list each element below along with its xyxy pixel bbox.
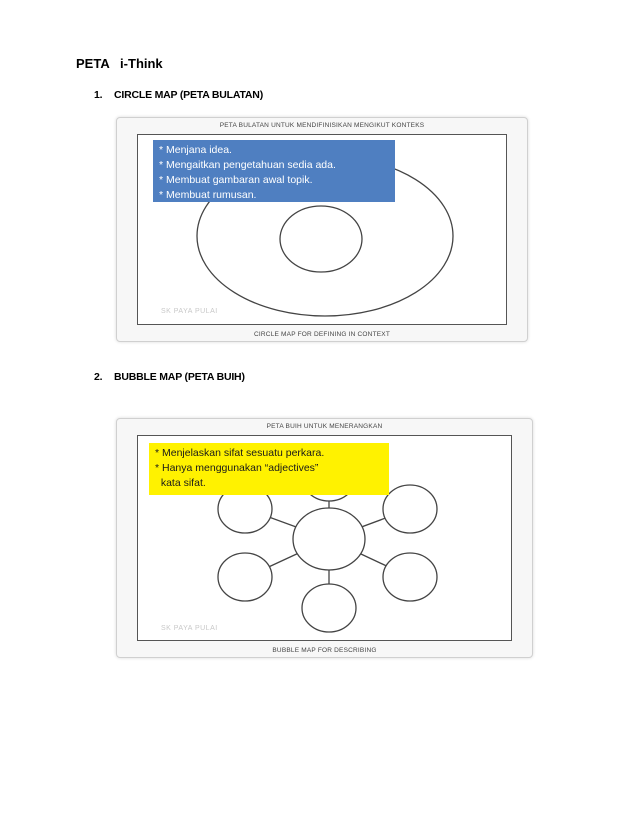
callout-box: [153, 140, 395, 202]
watermark: SK PAYA PULAI: [161, 308, 218, 315]
callout-box: [149, 443, 389, 495]
watermark: SK PAYA PULAI: [161, 625, 218, 632]
circle-map-figure: [116, 117, 528, 342]
figure-caption: BUBBLE MAP FOR DESCRIBING: [272, 647, 377, 654]
callout-line: * Hanya menggunakan “adjectives”: [155, 462, 319, 474]
section-heading-circle-map: [94, 89, 263, 101]
section-title: BUBBLE MAP (PETA BUIH): [114, 371, 245, 383]
bubble-lower-left: [218, 553, 272, 601]
figure-title: PETA BULATAN UNTUK MENDIFINISIKAN MENGIKUT KONTEKS: [219, 122, 425, 129]
section-title: CIRCLE MAP (PETA BULATAN): [114, 89, 263, 101]
callout-line: kata sifat.: [155, 477, 206, 489]
callout-line: * Menjelaskan sifat sesuatu perkara.: [155, 447, 325, 459]
callout-line: * Membuat rumusan.: [159, 189, 257, 201]
bubble-center: [293, 508, 365, 570]
document-title: PETA i-Think: [76, 56, 163, 71]
callout-line: * Menjana idea.: [159, 144, 232, 156]
section-heading-bubble-map: [94, 371, 245, 383]
figure-title: PETA BUIH UNTUK MENERANGKAN: [266, 423, 383, 430]
bubble-lower-right: [383, 553, 437, 601]
bubble-upper-right: [383, 485, 437, 533]
inner-circle: [280, 206, 362, 272]
figure-caption: CIRCLE MAP FOR DEFINING IN CONTEXT: [254, 331, 390, 338]
bubble-map-figure: [116, 418, 533, 658]
callout-line: * Membuat gambaran awal topik.: [159, 174, 313, 186]
section-number: 2.: [94, 371, 103, 383]
callout-line: * Mengaitkan pengetahuan sedia ada.: [159, 159, 336, 171]
bubble-bottom: [302, 584, 356, 632]
section-number: 1.: [94, 89, 103, 101]
